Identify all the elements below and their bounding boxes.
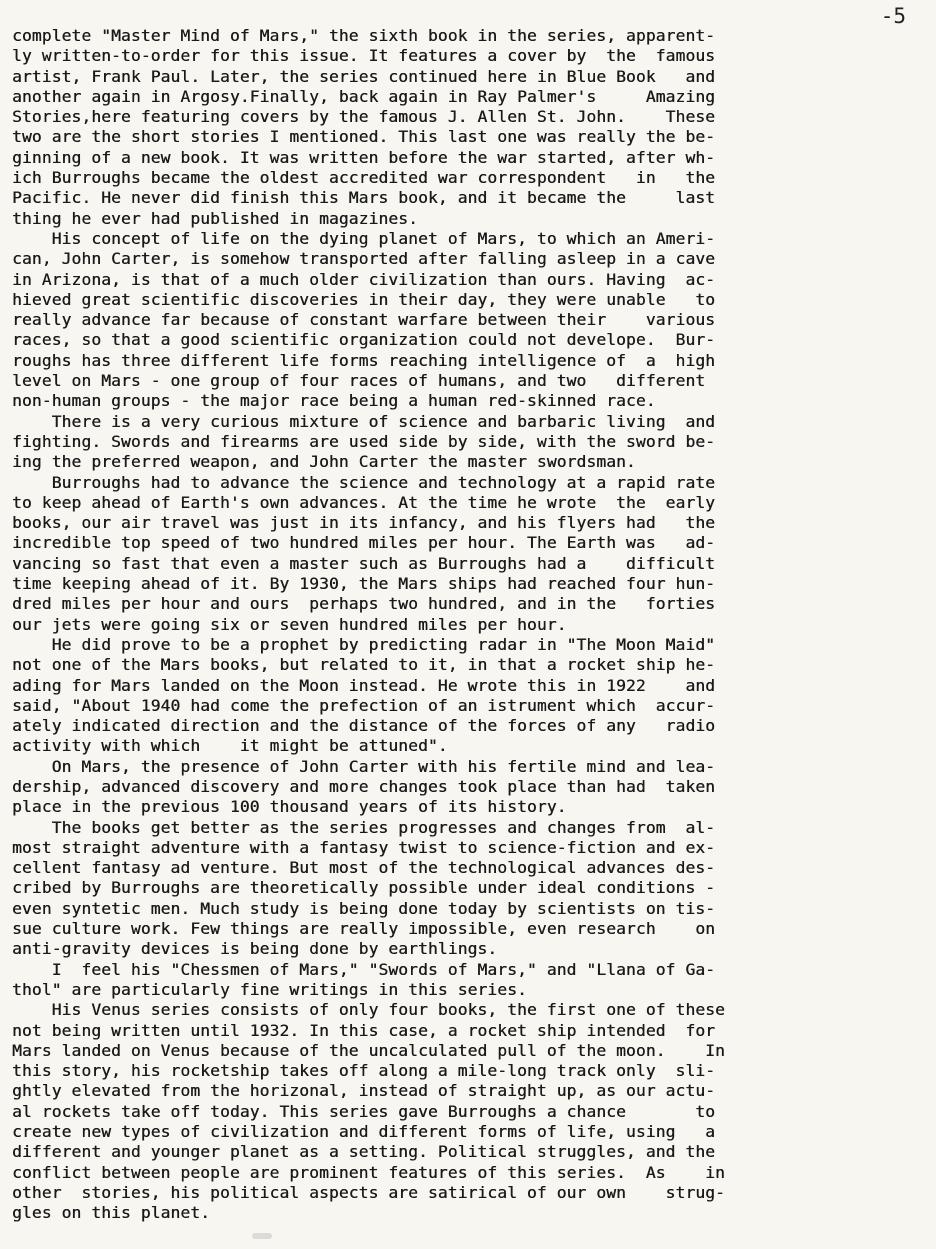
text-line: not one of the Mars books, but related to it, in that a rocket ship he- <box>12 655 716 675</box>
text-line: another again in Argosy.Finally, back again in Ray Palmer's Amazing <box>12 86 716 106</box>
text-line: complete "Master Mind of Mars," the sixth book in the series, apparent- <box>12 26 716 45</box>
text-line: I feel his "Chessmen of Mars," "Swords of Mars," and "Llana of Ga- <box>12 959 716 979</box>
text-line: There is a very curious mixture of science and barbaric living and <box>12 411 716 431</box>
text-line: cribed by Burroughs are theoretically possible under ideal conditions - <box>12 878 716 898</box>
text-line: ing the preferred weapon, and John Carter the master swordsman. <box>12 452 636 472</box>
text-line: even syntetic men. Much study is being done today by scientists on tis- <box>12 898 716 918</box>
text-line: activity with which it might be attuned". <box>12 736 448 756</box>
text-line: thing he ever had published in magazines. <box>12 208 418 228</box>
text-line: ginning of a new book. It was written before the war started, after wh- <box>12 147 716 167</box>
body-text <box>12 26 912 1224</box>
text-line: this story, his rocketship takes off along a mile-long track only sli- <box>12 1061 716 1081</box>
text-line: al rockets take off today. This series gave Burroughs a chance to <box>12 1101 716 1121</box>
text-line: races, so that a good scientific organization could not develope. Bur- <box>12 330 716 350</box>
text-line: two are the short stories I mentioned. This last one was really the be- <box>12 127 716 147</box>
text-line: most straight adventure with a fantasy twist to science-fiction and ex- <box>12 837 716 857</box>
text-line: On Mars, the presence of John Carter with his fertile mind and lea- <box>12 756 716 776</box>
text-line: ately indicated direction and the distance of the forces of any radio <box>12 716 716 736</box>
text-line: thol" are particularly fine writings in this series. <box>12 979 527 999</box>
text-line: in Arizona, is that of a much older civilization than ours. Having ac- <box>12 269 716 289</box>
text-line: The books get better as the series progresses and changes from al- <box>12 817 716 837</box>
text-line: place in the previous 100 thousand years of its history. <box>12 797 567 817</box>
text-line: incredible top speed of two hundred miles per hour. The Earth was ad- <box>12 533 716 553</box>
text-line: Stories,here featuring covers by the famous J. Allen St. John. These <box>12 107 716 127</box>
text-line: conflict between people are prominent features of this series. As in <box>12 1162 725 1182</box>
page-number: -5 <box>880 4 906 28</box>
text-line: our jets were going six or seven hundred miles per hour. <box>12 614 567 634</box>
text-line: He did prove to be a prophet by predicting radar in "The Moon Maid" <box>12 634 716 654</box>
text-line: can, John Carter, is somehow transported after falling asleep in a cave <box>12 249 716 269</box>
text-line: hieved great scientific discoveries in their day, they were unable to <box>12 289 716 309</box>
text-line: vancing so fast that even a master such as Burroughs had a difficult <box>12 553 716 573</box>
text-line: other stories, his political aspects are satirical of our own strug- <box>12 1182 725 1202</box>
text-line: dership, advanced discovery and more changes took place than had taken <box>12 776 716 796</box>
text-line: time keeping ahead of it. By 1930, the Mars ships had reached four hun- <box>12 574 716 594</box>
text-line: Burroughs had to advance the science and technology at a rapid rate <box>12 472 716 492</box>
text-line: to keep ahead of Earth's own advances. At the time he wrote the early <box>12 492 716 512</box>
text-line: ly written-to-order for this issue. It features a cover by the famous <box>12 46 716 66</box>
text-line: said, "About 1940 had come the prefection of an istrument which accur- <box>12 695 716 715</box>
text-line: His Venus series consists of only four books, the first one of these <box>12 1000 725 1020</box>
text-line: non-human groups - the major race being a human red-skinned race. <box>12 391 656 411</box>
text-line: gles on this planet. <box>12 1203 211 1223</box>
text-line: ading for Mars landed on the Moon instead. He wrote this in 1922 and <box>12 675 716 695</box>
text-line: cellent fantasy ad venture. But most of the technological advances des- <box>12 858 716 878</box>
text-line: artist, Frank Paul. Later, the series continued here in Blue Book and <box>12 66 716 86</box>
text-line: Pacific. He never did finish this Mars book, and it became the last <box>12 188 716 208</box>
text-line: books, our air travel was just in its infancy, and his flyers had the <box>12 513 716 533</box>
text-line: different and younger planet as a setting. Political struggles, and the <box>12 1142 716 1162</box>
text-line: ich Burroughs became the oldest accredited war correspondent in the <box>12 168 716 188</box>
text-line: level on Mars - one group of four races of humans, and two different <box>12 371 706 391</box>
text-line: not being written until 1932. In this case, a rocket ship intended for <box>12 1020 716 1040</box>
text-line: create new types of civilization and different forms of life, using a <box>12 1122 716 1142</box>
paper-speck <box>252 1233 272 1239</box>
text-line: dred miles per hour and ours perhaps two hundred, and in the forties <box>12 594 716 614</box>
text-line: really advance far because of constant warfare between their various <box>12 310 716 330</box>
text-line: ghtly elevated from the horizonal, instead of straight up, as our actu- <box>12 1081 716 1101</box>
text-line: roughs has three different life forms reaching intelligence of a high <box>12 350 716 370</box>
text-line: His concept of life on the dying planet of Mars, to which an Ameri- <box>12 228 716 248</box>
text-line: fighting. Swords and firearms are used side by side, with the sword be- <box>12 431 716 451</box>
text-line: sue culture work. Few things are really impossible, even research on <box>12 919 716 939</box>
text-line: Mars landed on Venus because of the uncalculated pull of the moon. In <box>12 1040 725 1060</box>
text-line: anti-gravity devices is being done by earthlings. <box>12 939 498 959</box>
